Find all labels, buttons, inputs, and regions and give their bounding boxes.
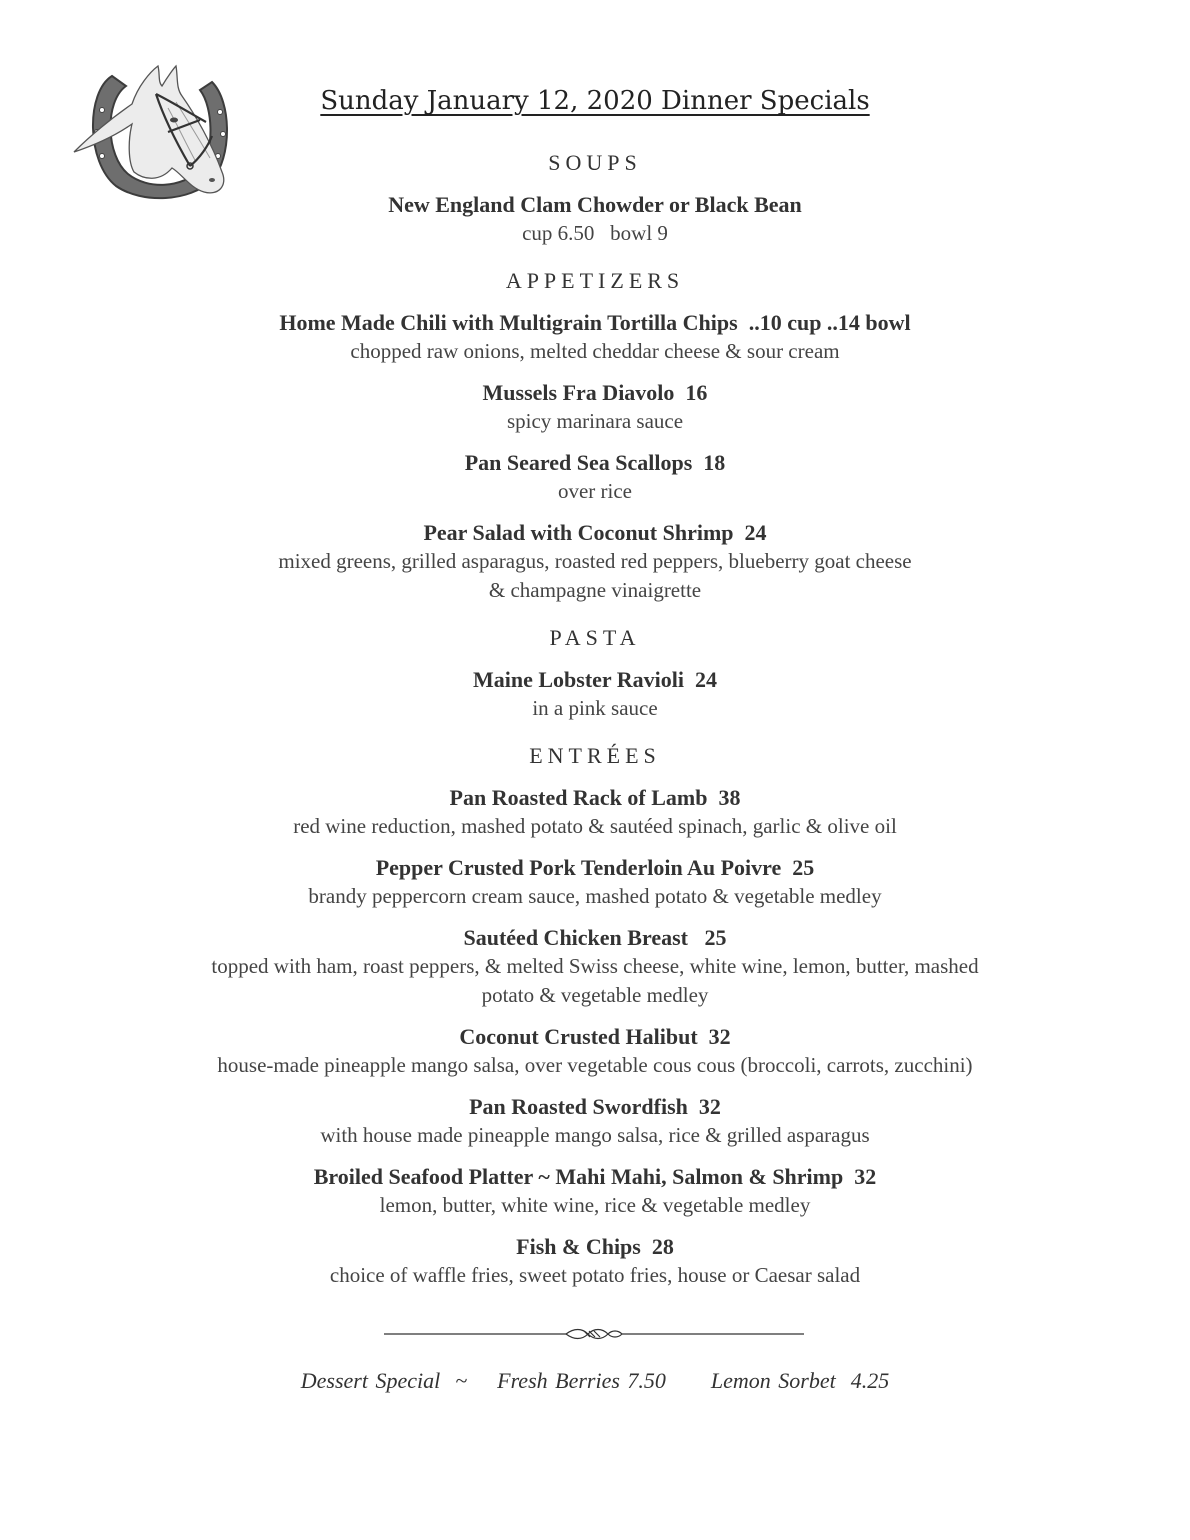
dessert-label: Dessert Special ~ xyxy=(300,1368,468,1393)
menu-item xyxy=(0,308,1190,366)
item-name: Broiled Seafood Platter ~ Mahi Mahi, Salmon & Shrimp 32 xyxy=(313,1164,877,1189)
section-heading: ENTRÉES xyxy=(529,743,661,768)
item-description: choice of waffle fries, sweet potato fries, house or Caesar salad xyxy=(329,1263,861,1287)
menu-item xyxy=(0,1022,1190,1080)
item-name: Home Made Chili with Multigrain Tortilla Chips ..10 cup ..14 bowl xyxy=(279,310,911,335)
section-soups xyxy=(0,146,1190,248)
item-name: Fish & Chips 28 xyxy=(516,1234,674,1259)
menu-item xyxy=(0,1232,1190,1290)
menu-item xyxy=(0,378,1190,436)
menu-item xyxy=(0,1092,1190,1150)
section-heading: APPETIZERS xyxy=(505,268,685,293)
item-description-line2: potato & vegetable medley xyxy=(481,983,709,1007)
ornamental-divider xyxy=(384,1326,804,1342)
item-name: Pear Salad with Coconut Shrimp 24 xyxy=(423,520,767,545)
item-description: spicy marinara sauce xyxy=(506,409,684,433)
menu-body xyxy=(0,146,1190,1306)
item-name: Sautéed Chicken Breast 25 xyxy=(463,925,727,950)
item-description: red wine reduction, mashed potato & sautéed spinach, garlic & olive oil xyxy=(293,814,897,838)
item-name: Pepper Crusted Pork Tenderloin Au Poivre 25 xyxy=(375,855,815,880)
menu-item xyxy=(0,853,1190,911)
menu-item xyxy=(0,923,1190,1010)
section-heading: SOUPS xyxy=(548,150,642,175)
item-description: lemon, butter, white wine, rice & vegetable medley xyxy=(379,1193,811,1217)
item-description: with house made pineapple mango salsa, rice & grilled asparagus xyxy=(320,1123,870,1147)
item-name: Pan Roasted Rack of Lamb 38 xyxy=(449,785,741,810)
item-name: Maine Lobster Ravioli 24 xyxy=(472,667,718,692)
section-appetizers xyxy=(0,264,1190,605)
menu-item xyxy=(0,518,1190,605)
item-name: Pan Seared Sea Scallops 18 xyxy=(464,450,726,475)
item-description: topped with ham, roast peppers, & melted Swiss cheese, white wine, lemon, butter, mashed xyxy=(211,954,979,978)
item-description: house-made pineapple mango salsa, over vegetable cous cous (broccoli, carrots, zucchini) xyxy=(217,1053,973,1077)
menu-item xyxy=(0,783,1190,841)
section-entrees xyxy=(0,739,1190,1290)
item-description: over rice xyxy=(557,479,633,503)
menu-item xyxy=(0,1162,1190,1220)
dessert-item-sorbet: Lemon Sorbet 4.25 xyxy=(710,1368,890,1393)
dessert-special xyxy=(0,1368,1190,1394)
menu-item xyxy=(0,190,1190,248)
item-description: cup 6.50 bowl 9 xyxy=(522,221,668,245)
section-pasta xyxy=(0,621,1190,723)
dessert-item-berries: Fresh Berries 7.50 xyxy=(497,1368,666,1393)
item-name: Coconut Crusted Halibut 32 xyxy=(459,1024,731,1049)
page-title: Sunday January 12, 2020 Dinner Specials xyxy=(320,86,870,116)
item-description: chopped raw onions, melted cheddar cheese & sour cream xyxy=(350,339,840,363)
menu-item xyxy=(0,665,1190,723)
item-name: Pan Roasted Swordfish 32 xyxy=(469,1094,721,1119)
item-description: in a pink sauce xyxy=(532,696,658,720)
menu-item xyxy=(0,448,1190,506)
section-heading: PASTA xyxy=(549,625,641,650)
item-description: mixed greens, grilled asparagus, roasted red peppers, blueberry goat cheese xyxy=(278,549,912,573)
item-name: Mussels Fra Diavolo 16 xyxy=(482,380,708,405)
item-name: New England Clam Chowder or Black Bean xyxy=(388,192,802,217)
item-description-line2: & champagne vinaigrette xyxy=(488,578,702,602)
item-description: brandy peppercorn cream sauce, mashed potato & vegetable medley xyxy=(308,884,882,908)
